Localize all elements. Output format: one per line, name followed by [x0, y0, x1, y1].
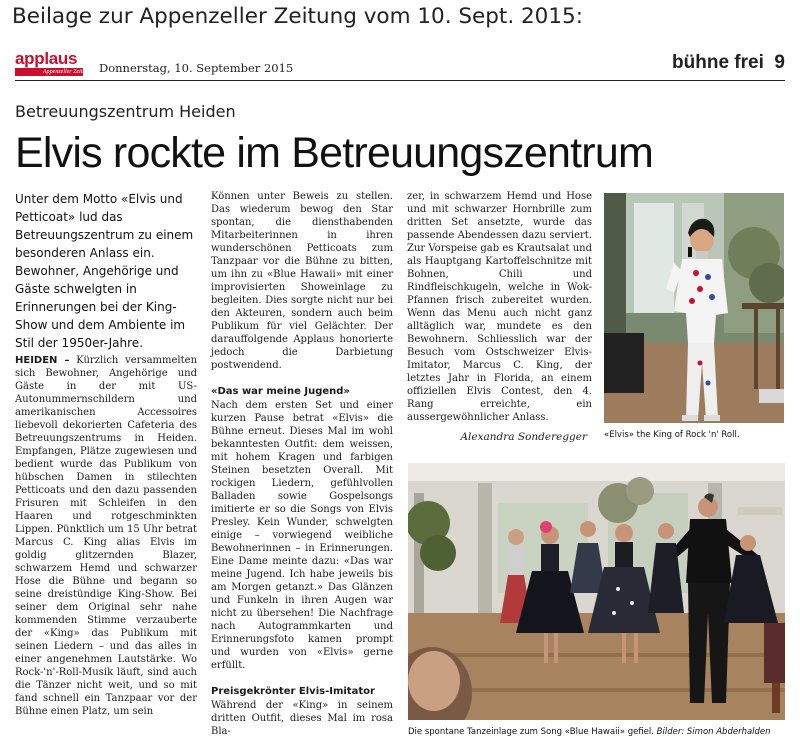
issue-date: Donnerstag, 10. September 2015 [99, 61, 294, 75]
paragraph-4: Während der «King» in seinem dritten Outfit, dieses Mal im rosa Bla- [211, 700, 393, 737]
paragraph-1 [15, 354, 197, 718]
article-author: Alexandra Sonderegger [460, 431, 587, 443]
dance-photo [408, 463, 785, 720]
text-column-3 [407, 190, 592, 424]
paragraph-3: Nach dem ersten Set und einer kurzen Pause betrat «Elvis» die Bühne erneut. Dieses Mal im wohl bekanntesten Outfit: dem weissen, mit hohem Kragen und farbigen Steinen besetzten Overall. Mit rockigen Liedern, gefühlvollen Balladen sowie Gospelsongs imitierte er so die Songs von Elvis Presley. Kein Wunder, schwelgten einige – vorwiegend weibliche Bewohnerinnen – in Erinnerungen. Eine Dame meinte dazu: «Das war meine Jugend. Ich habe jeweils bis am Morgen getanzt.» Das Glänzen und Funkeln in ihren Augen war nicht zu übersehen! Die Nachfrage nach Autogrammkarten und Erinnerungsfoto kamen prompt und wurden von «Elvis» gerne erfüllt. [211, 400, 393, 671]
dateline: HEIDEN – [15, 355, 70, 366]
article-lead: Unter dem Motto «Elvis und Petticoat» lud das Betreuungszentrum zu einem besonderen Anlass ein. Bewohner, Angehörige und Gäste schwelgten in Erinnerungen bei der King-Show und dem Ambiente im Stil der 1950er-Jahre. [15, 192, 194, 350]
page-number: 9 [774, 52, 785, 73]
paragraph-5: zer, in schwarzem Hemd und Hose und mit schwarzer Hornbrille zum dritten Set ansetzte, wurde das passende Abendessen dazu serviert. Zur Vorspeise gab es Krautsalat und als Hauptgang Kartoffelschnitze mit Bohnen, Chili und Rindfleischkugeln, welche in Wok-Pfannen frisch zubereitet wurden. Wenn das Menu auch nicht ganz alltäglich war, mundete es den Bewohnern. Schliesslich war der Besuch vom Ostschweizer Elvis-Imitator, Marcus C. King, der letztes Jahr in Florida, an einem offiziellen Elvis Contest, den 4. Rang erreichte, ein aussergewöhnlicher Anlass. [407, 191, 592, 423]
text-column-2 [211, 190, 393, 738]
photo-credit: Bilder: Simon Abderhalden [656, 727, 771, 737]
subheading-jugend: «Das war meine Jugend» [211, 386, 350, 397]
supplement-note: Beilage zur Appenzeller Zeitung vom 10. Sept. 2015: [12, 4, 583, 29]
section-name: bühne frei [672, 52, 764, 73]
text-column-1 [15, 354, 197, 718]
section-title [672, 52, 785, 74]
article-kicker: Betreuungszentrum Heiden [15, 102, 236, 121]
photo-caption-elvis: «Elvis» the King of Rock 'n' Roll. [604, 430, 740, 440]
page-header [15, 50, 785, 81]
paragraph-1-text: Kürzlich versammelten sich Bewohner, Angehörige und Gäste in der mit US-Autonummernschildern und amerikanischen Accessoires liebevoll dekorierten Cafeteria des Betreuungszentrums in Heiden. Empfangen, Plätze zugewiesen und bedient wurde das Publikum von hübschen Damen in stilechten Petticoats und den dazu passenden Frisuren mit Schleifen in den Haaren und rotgeschminkten Lippen. Pünktlich um 15 Uhr betrat Marcus C. King alias Elvis im goldig glitzernden Blazer, schwarzem Hemd und schwarzer Hose die Bühne und begann so seine dreistündige King-Show. Bei seiner dem Original sehr nahe kommenden Stimme verzauberte der «King» das Publikum mit seinen Liedern – und das alles in einer angenehmen Lautstärke. Wo Rock-'n'-Roll-Musik läuft, sind auch die Tänzer nicht weit, und so mit fand schnell ein Tanzpaar vor der Bühne einen Platz, um sein [15, 355, 198, 717]
article-headline: Elvis rockte im Betreuungszentrum [15, 129, 653, 177]
logo-word: applaus [15, 49, 78, 68]
photo-caption-dance [408, 727, 788, 737]
applaus-logo [15, 49, 92, 76]
paragraph-2: Können unter Beweis zu stellen. Das wiederum bewog den Star spontan, die diensthabenden Mitarbeiterinnen in ihren wunderschönen Petticoats zum Tanzpaar vor die Bühne zu bitten, um ihn zu «Blue Hawaii» mit einer improvisierten Showeinlage zu begleiten. Dies sorgte nicht nur bei den Akteuren, sondern auch beim Publikum für viel Gelächter. Der darauffolgende Applaus honorierte jedoch die Darbietung postwendend. [211, 191, 393, 371]
logo-subtext: Appenzeller Zeitung [43, 69, 92, 75]
caption-dance-text: Die spontane Tanzeinlage zum Song «Blue Hawaii» gefiel. [408, 727, 654, 737]
subheading-imitator: Preisgekrönter Elvis-Imitator [211, 686, 375, 697]
elvis-photo [604, 193, 784, 423]
